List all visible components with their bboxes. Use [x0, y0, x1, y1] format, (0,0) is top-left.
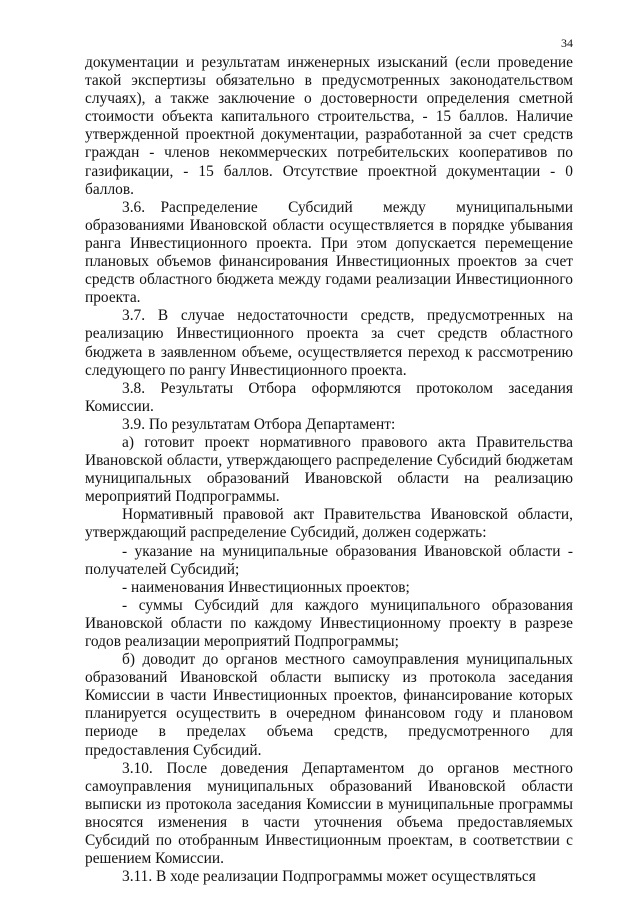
- paragraph-3-8: 3.8. Результаты Отбора оформляются протоколом заседания Комиссии.: [85, 379, 573, 415]
- paragraph-3-7: 3.7. В случае недостаточности средств, предусмотренных на реализацию Инвестиционного проекта за счет средств областного бюджета в заявленном объеме, осуществляется переход к рассмотрению следующего по рангу Инвестиционного проекта.: [85, 307, 573, 379]
- paragraph-3-6: 3.6. Распределение Субсидий между муниципальными образованиями Ивановской области осуществляется в порядке убывания ранга Инвестиционного проекта. При этом допускается перемещение плановых объемов финансирования Инвестиционных проектов за счет средств областного бюджета между годами реализации Инвестиционного проекта.: [85, 198, 573, 307]
- paragraph-project-documentation-scoring: документации и результатам инженерных изысканий (если проведение такой экспертизы обязательно в предусмотренных законодательством случаях), а также заключение о достоверности определения сметной стоимости объекта капитального строительства, - 15 баллов. Наличие утвержденной проектной документации, разработанной за счет средств граждан - членов некоммерческих потребительских кооперативов по газификации, - 15 баллов. Отсутствие проектной документации - 0 баллов.: [85, 54, 573, 198]
- paragraph-3-11: 3.11. В ходе реализации Подпрограммы может осуществляться: [122, 868, 536, 886]
- paragraph-act-contents: Нормативный правовой акт Правительства Ивановской области, утверждающий распределение Субсидий, должен содержать:: [85, 506, 573, 542]
- list-item-project-names: - наименования Инвестиционных проектов;: [122, 578, 410, 596]
- document-body: [85, 54, 573, 886]
- page-number: 34: [561, 36, 573, 50]
- list-item-recipients: - указание на муниципальные образования Ивановской области - получателей Субсидий;: [85, 542, 573, 578]
- paragraph-3-10: 3.10. После доведения Департаментом до органов местного самоуправления муниципальных образований Ивановской области выписки из протокола заседания Комиссии в муниципальные программы вносятся изменения в части уточнения объема предоставляемых Субсидий по отобранным Инвестиционным проектам, в соответствии с решением Комиссии.: [85, 759, 573, 868]
- list-item-subsidy-amounts: - суммы Субсидий для каждого муниципального образования Ивановской области по каждому Инвестиционному проекту в разрезе годов реализации мероприятий Подпрограммы;: [85, 596, 573, 650]
- document-page: [85, 32, 573, 892]
- paragraph-3-9-a: а) готовит проект нормативного правового акта Правительства Ивановской области, утверждающего распределение Субсидий бюджетам муниципальных образований Ивановской области на реализацию мероприятий Подпрограммы.: [85, 433, 573, 506]
- paragraph-3-9-b: б) доводит до органов местного самоуправления муниципальных образований Ивановской области выписку из протокола заседания Комиссии в части Инвестиционных проектов, финансирование которых планируется осуществить в очередном финансовом году и плановом периоде в пределах объема средств, предусмотренного для предоставления Субсидий.: [85, 651, 573, 759]
- paragraph-3-9: 3.9. По результатам Отбора Департамент:: [122, 415, 396, 433]
